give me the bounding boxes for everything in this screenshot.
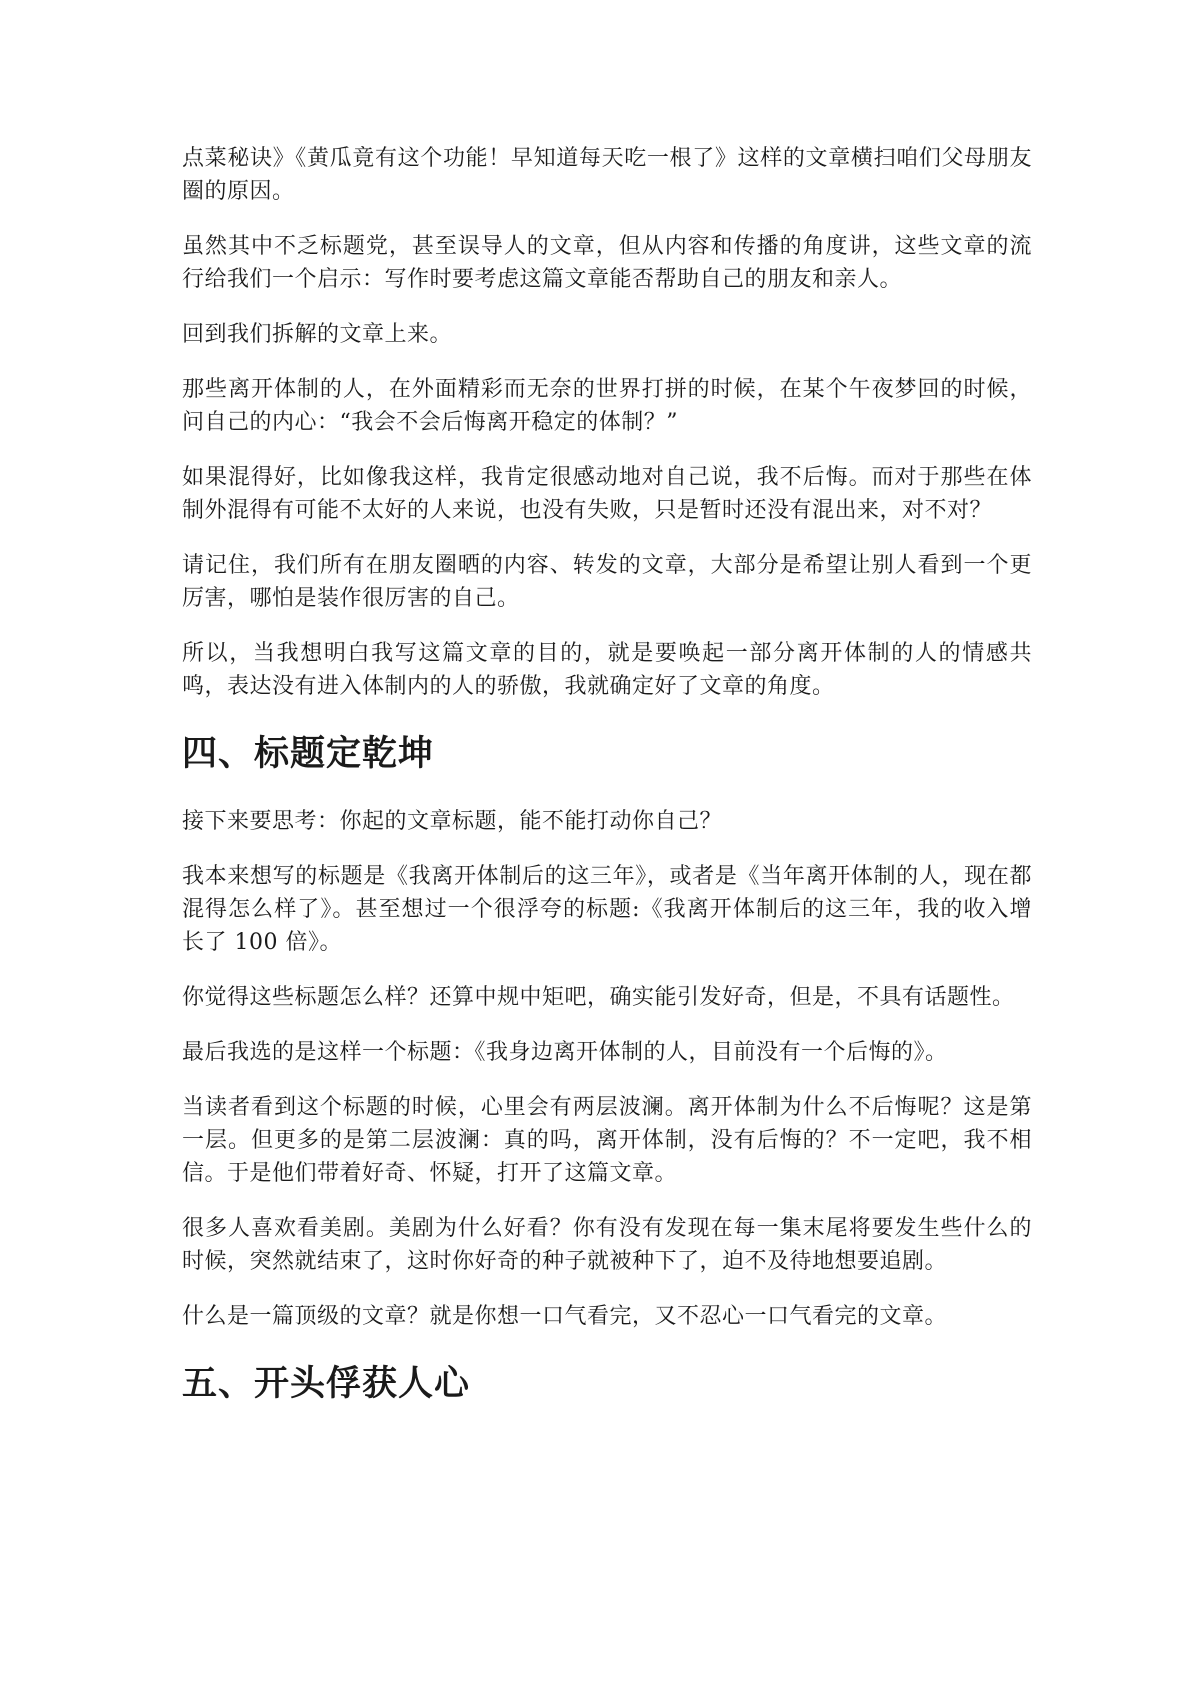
paragraph: 当读者看到这个标题的时候，心里会有两层波澜。离开体制为什么不后悔呢？这是第一层。但更多的是第二层波澜：真的吗，离开体制，没有后悔的？不一定吧，我不相信。于是他们带着好奇、怀疑，打开了这篇文章。 (182, 1095, 1032, 1186)
paragraph: 那些离开体制的人，在外面精彩而无奈的世界打拼的时候，在某个午夜梦回的时候，问自己的内心：“我会不会后悔离开稳定的体制？” (182, 377, 1032, 435)
section-heading: 四、标题定乾坤 (182, 734, 435, 774)
paragraph: 所以，当我想明白我写这篇文章的目的，就是要唤起一部分离开体制的人的情感共鸣，表达没有进入体制内的人的骄傲，我就确定好了文章的角度。 (182, 641, 1032, 699)
section-heading: 五、开头俘获人心 (182, 1364, 471, 1404)
paragraph: 很多人喜欢看美剧。美剧为什么好看？你有没有发现在每一集末尾将要发生些什么的时候，突然就结束了，这时你好奇的种子就被种下了，迫不及待地想要追剧。 (182, 1216, 1032, 1274)
paragraph: 接下来要思考：你起的文章标题，能不能打动你自己？ (182, 809, 723, 834)
paragraph: 最后我选的是这样一个标题：《我身边离开体制的人，目前没有一个后悔的》。 (182, 1040, 948, 1065)
document-page (182, 142, 1032, 1435)
paragraph: 虽然其中不乏标题党，甚至误导人的文章，但从内容和传播的角度讲，这些文章的流行给我们一个启示：写作时要考虑这篇文章能否帮助自己的朋友和亲人。 (182, 234, 1032, 292)
paragraph: 请记住，我们所有在朋友圈晒的内容、转发的文章，大部分是希望让别人看到一个更厉害，哪怕是装作很厉害的自己。 (182, 553, 1032, 611)
paragraph: 我本来想写的标题是《我离开体制后的这三年》，或者是《当年离开体制的人，现在都混得怎么样了》。甚至想过一个很浮夸的标题:《我离开体制后的这三年，我的收入增长了 100 倍》。 (182, 864, 1032, 955)
paragraph: 什么是一篇顶级的文章？就是你想一口气看完，又不忍心一口气看完的文章。 (182, 1304, 948, 1329)
paragraph: 点菜秘诀》《黄瓜竟有这个功能！早知道每天吃一根了》这样的文章横扫咱们父母朋友圈的原因。 (182, 146, 1032, 204)
paragraph: 如果混得好，比如像我这样，我肯定很感动地对自己说，我不后悔。而对于那些在体制外混得有可能不太好的人来说，也没有失败，只是暂时还没有混出来，对不对？ (182, 465, 1032, 523)
paragraph: 回到我们拆解的文章上来。 (182, 322, 453, 347)
paragraph: 你觉得这些标题怎么样？还算中规中矩吧，确实能引发好奇，但是，不具有话题性。 (182, 985, 1015, 1010)
